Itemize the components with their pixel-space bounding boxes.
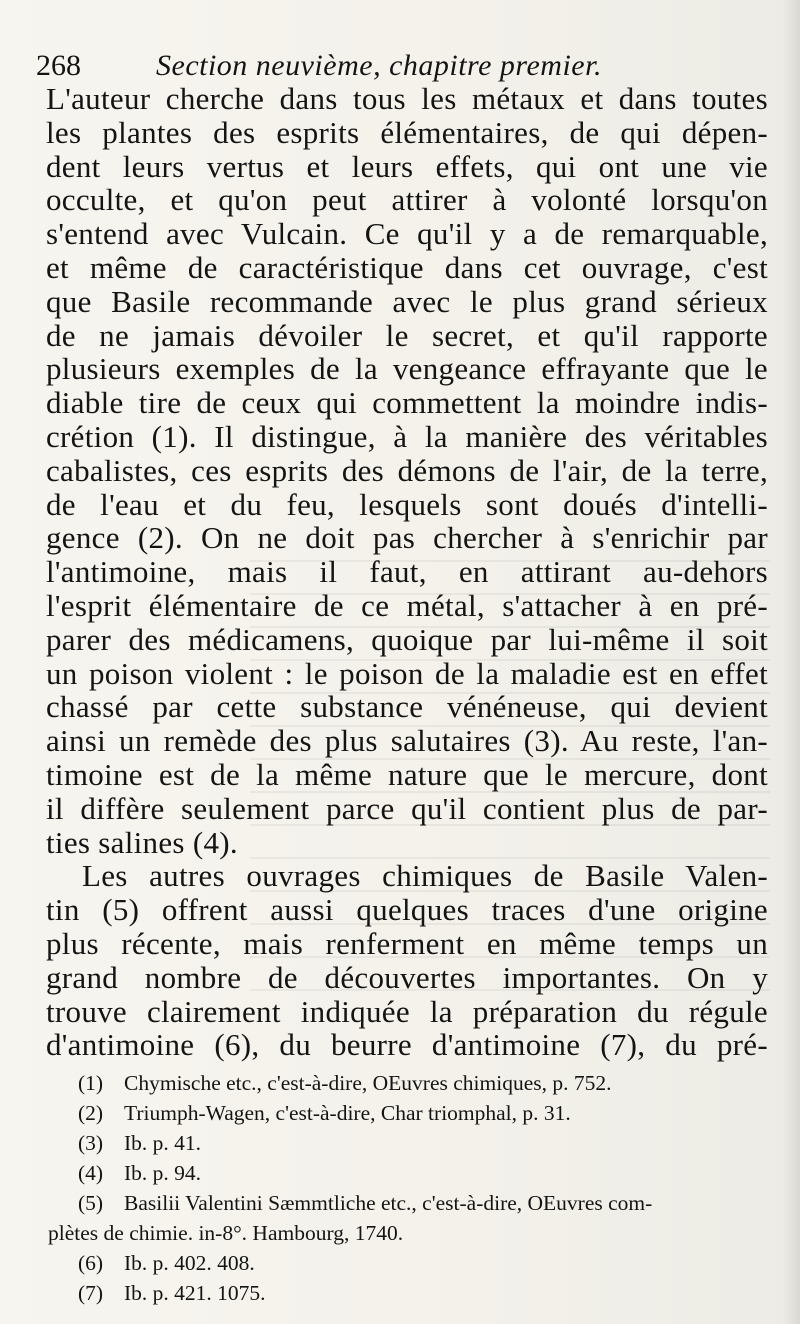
footnote [78, 1128, 768, 1158]
text-line: s'entend avec Vulcain. Ce qu'il y a de remarquable, [46, 216, 768, 252]
text-line: les plantes des esprits élémentaires, de qui dépen- [46, 114, 768, 150]
text-line: tin (5) offrent aussi quelques traces d'une origine [46, 892, 768, 928]
text-line: cabalistes, ces esprits des démons de l'air, de la terre, [46, 452, 768, 488]
footnotes [48, 1068, 768, 1308]
text-line: plus récente, mais renferment en même temps un [46, 925, 768, 961]
text-line: il diffère seulement parce qu'il contient plus de par- [46, 790, 768, 826]
footnote [78, 1278, 768, 1308]
page-edge-shadow [782, 0, 800, 1324]
footnote-text: Triumph-Wagen, c'est-à-dire, Char triomphal, p. 31. [124, 1101, 571, 1125]
text-line: de l'eau et du feu, lesquels sont doués d'intelli- [46, 486, 768, 522]
text-line-paragraph-end: ties salines (4). [46, 824, 238, 860]
footnote [78, 1098, 768, 1128]
text-line: gence (2). On ne doit pas chercher à s'enrichir par [46, 520, 768, 556]
body-text [46, 82, 768, 1062]
footnote-text: Ib. p. 421. 1075. [124, 1281, 266, 1305]
text-line: grand nombre de découvertes importantes. On y [46, 959, 768, 995]
text-line: diable tire de ceux qui commettent la moindre indis- [46, 385, 768, 421]
footnote-text: plètes de chimie. in-8°. Hambourg, 1740. [48, 1221, 404, 1245]
text-line: d'antimoine (6), du beurre d'antimoine (7), du pré- [46, 1027, 768, 1063]
text-line: l'esprit élémentaire de ce métal, s'attacher à en pré- [46, 587, 768, 623]
text-line: crétion (1). Il distingue, à la manière des véritables [46, 418, 768, 454]
footnote-text: Ib. p. 402. 408. [124, 1251, 255, 1275]
footnote-number: (4) [78, 1161, 104, 1185]
footnote-text: Chymische etc., c'est-à-dire, OEuvres chimiques, p. 752. [124, 1071, 612, 1095]
footnote [78, 1188, 768, 1218]
footnote-number: (7) [78, 1281, 104, 1305]
footnote-text: Basilii Valentini Sæmmtliche etc., c'est-à-dire, OEuvres com- [124, 1191, 653, 1215]
footnote-number: (6) [78, 1251, 104, 1275]
footnote-number: (5) [78, 1191, 104, 1215]
text-line: ainsi un remède des plus salutaires (3). Au reste, l'an- [46, 723, 768, 759]
text-line: dent leurs vertus et leurs effets, qui ont une vie [46, 148, 768, 184]
page-number: 268 [36, 49, 81, 82]
footnote-text: Ib. p. 41. [124, 1131, 202, 1155]
footnote-number: (3) [78, 1131, 104, 1155]
text-line: timoine est de la même nature que le mercure, dont [46, 756, 768, 792]
footnote-text: Ib. p. 94. [124, 1161, 202, 1185]
text-line: trouve clairement indiquée la préparation du régule [46, 993, 768, 1029]
text-line: L'auteur cherche dans tous les métaux et dans toutes [46, 81, 768, 116]
text-line: plusieurs exemples de la vengeance effrayante que le [46, 351, 768, 387]
text-line: de ne jamais dévoiler le secret, et qu'il rapporte [46, 317, 768, 353]
footnote-number: (1) [78, 1071, 104, 1095]
text-line: parer des médicamens, quoique par lui-même il soit [46, 621, 768, 657]
footnote-number: (2) [78, 1101, 104, 1125]
text-line: et même de caractéristique dans cet ouvrage, c'est [46, 249, 768, 285]
text-line: occulte, et qu'on peut attirer à volonté lorsqu'on [46, 182, 768, 218]
text-line: chassé par cette substance vénéneuse, qui devient [46, 689, 768, 725]
text-line: que Basile recommande avec le plus grand sérieux [46, 283, 768, 319]
footnote [78, 1068, 768, 1098]
footnote [78, 1158, 768, 1188]
text-line: un poison violent : le poison de la maladie est en effet [46, 655, 768, 691]
footnote [78, 1248, 768, 1278]
running-head: Section neuvième, chapitre premier. [156, 49, 602, 82]
text-line: l'antimoine, mais il faut, en attirant au-dehors [46, 554, 768, 590]
footnote-continuation [48, 1218, 768, 1248]
text-line-paragraph-start: Les autres ouvrages chimiques de Basile Valen- [82, 858, 768, 894]
